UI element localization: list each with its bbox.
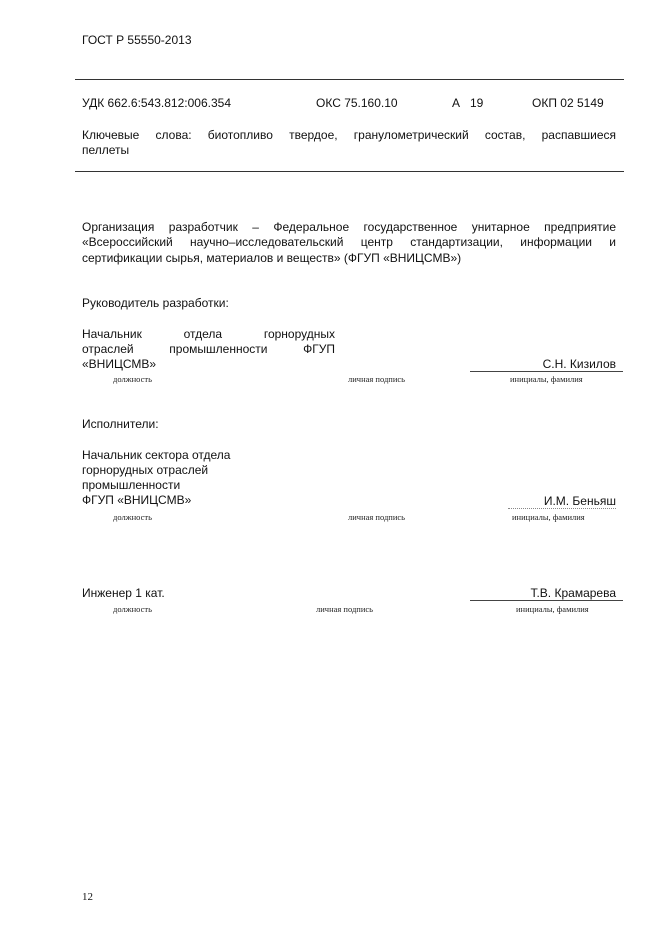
performer1-position-line-3: промышленности: [82, 478, 181, 492]
performer1-position-line-4: ФГУП «ВНИЦСМВ»: [82, 493, 192, 507]
performers-title: Исполнители:: [82, 417, 159, 431]
performer1-position-line-1: Начальник сектора отдела: [82, 448, 231, 462]
performer1-caption-name: инициалы, фамилия: [512, 512, 585, 522]
keywords-line-1: Ключевые слова: биотопливо твердое, гранулометрический состав, распавшиеся: [82, 128, 616, 142]
head-caption-signature: личная подпись: [348, 374, 406, 384]
performer1-name: И.М. Беньяш: [543, 494, 616, 508]
organization-line-1: Организация разработчик – Федеральное государственное унитарное предприятие: [82, 220, 616, 234]
performer2-caption-name: инициалы, фамилия: [516, 604, 589, 614]
standard-number: ГОСТ Р 55550-2013: [82, 33, 192, 47]
performer1-position-line-2: горнорудных отраслей: [82, 463, 209, 477]
keywords-line-2: пеллеты: [82, 143, 130, 157]
head-position-line-2: отраслей промышленности ФГУП: [82, 342, 335, 356]
performer1-caption-signature: личная подпись: [348, 512, 406, 522]
section-code: А 19: [452, 96, 484, 110]
head-position-line-3: «ВНИЦСМВ»: [82, 357, 157, 371]
head-name: С.Н. Кизилов: [542, 357, 616, 371]
performer2-caption-position: должность: [113, 604, 152, 614]
organization-line-2: «Всероссийский научно–исследовательский центр стандартизации, информации и: [82, 235, 616, 249]
keywords-divider: [75, 171, 624, 172]
header-divider: [75, 79, 624, 80]
udk-code: УДК 662.6:543.812:006.354: [82, 96, 231, 110]
head-caption-name: инициалы, фамилия: [510, 374, 583, 384]
page-number: 12: [82, 891, 93, 903]
head-position-line-1: Начальник отдела горнорудных: [82, 327, 335, 341]
oks-code: ОКС 75.160.10: [316, 96, 398, 110]
performer1-signature-line: [508, 508, 616, 509]
performer2-position: Инженер 1 кат.: [82, 586, 165, 600]
performer1-caption-position: должность: [113, 512, 152, 522]
performer2-caption-signature: личная подпись: [316, 604, 374, 614]
organization-line-3: сертификации сырья, материалов и веществ» (ФГУП «ВНИЦСМВ»): [82, 251, 462, 265]
head-signature-line: [470, 371, 623, 372]
performer2-signature-line: [470, 600, 623, 601]
head-section-title: Руководитель разработки:: [82, 296, 229, 310]
okp-code: ОКП 02 5149: [532, 96, 604, 110]
performer2-name: Т.В. Крамарева: [530, 586, 616, 600]
head-caption-position: должность: [113, 374, 152, 384]
